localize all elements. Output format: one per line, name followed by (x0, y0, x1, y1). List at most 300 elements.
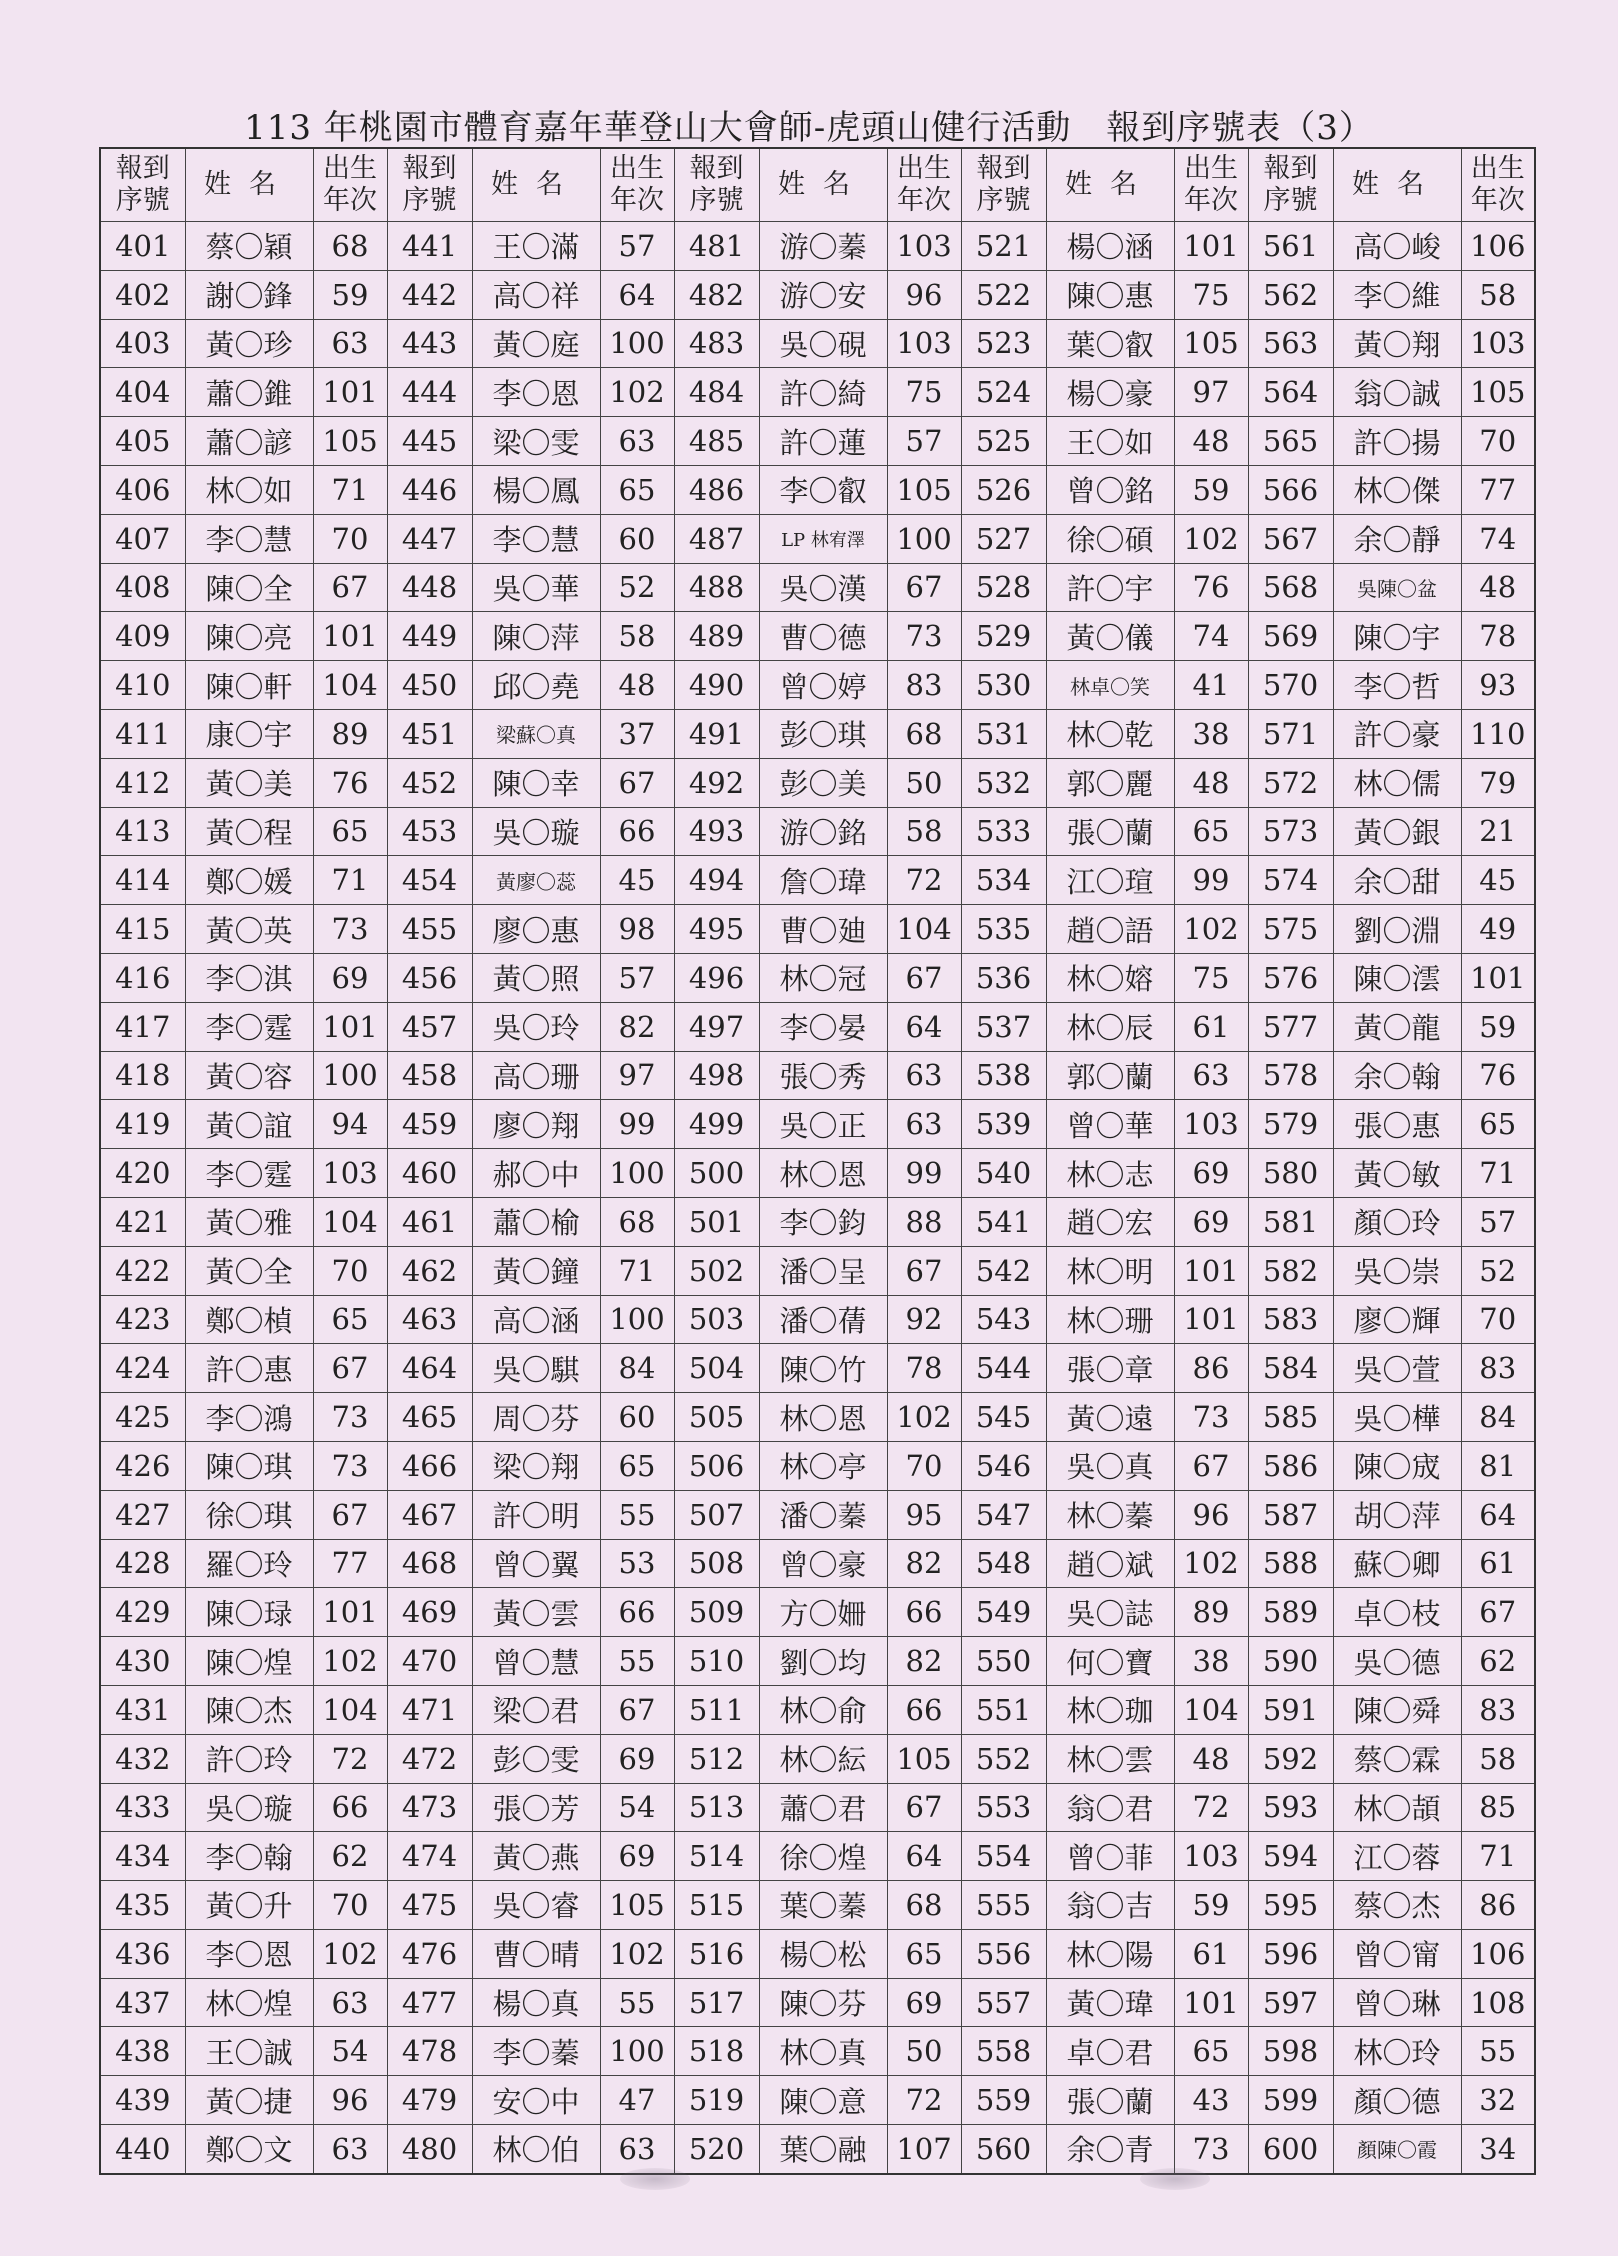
birth-year: 77 (1461, 465, 1535, 514)
participant-name: 潘〇蒨 (759, 1295, 887, 1344)
registration-number: 488 (674, 563, 759, 612)
participant-name: 林〇恩 (759, 1149, 887, 1198)
registration-number: 528 (961, 563, 1046, 612)
registration-number: 454 (387, 856, 472, 905)
registration-number: 512 (674, 1734, 759, 1783)
participant-name: 顏陳〇霞 (1333, 2125, 1461, 2174)
participant-name: 張〇惠 (1333, 1100, 1461, 1149)
participant-name: 梁〇翔 (472, 1441, 600, 1490)
participant-name: 李〇恩 (472, 368, 600, 417)
participant-name: 趙〇斌 (1046, 1539, 1174, 1588)
birth-year: 110 (1461, 709, 1535, 758)
participant-name: 曾〇華 (1046, 1100, 1174, 1149)
registration-number: 408 (100, 563, 185, 612)
birth-year: 105 (1461, 368, 1535, 417)
header-birth-year: 出生 年次 (887, 148, 961, 222)
participant-name: 蕭〇君 (759, 1783, 887, 1832)
participant-name: 彭〇美 (759, 758, 887, 807)
birth-year: 54 (313, 2027, 387, 2076)
birth-year: 63 (313, 1978, 387, 2027)
birth-year: 105 (1174, 319, 1248, 368)
birth-year: 65 (1174, 2027, 1248, 2076)
birth-year: 54 (600, 1783, 674, 1832)
birth-year: 104 (1174, 1685, 1248, 1734)
birth-year: 55 (600, 1978, 674, 2027)
participant-name: 蔡〇穎 (185, 222, 313, 271)
birth-year: 59 (313, 270, 387, 319)
birth-year: 59 (1174, 465, 1248, 514)
birth-year: 58 (887, 807, 961, 856)
birth-year: 63 (887, 1051, 961, 1100)
birth-year: 103 (887, 319, 961, 368)
participant-name: 楊〇豪 (1046, 368, 1174, 417)
birth-year: 48 (1461, 563, 1535, 612)
participant-name: 林卓〇笑 (1046, 661, 1174, 710)
participant-name: 黃〇容 (185, 1051, 313, 1100)
participant-name: 李〇哲 (1333, 661, 1461, 710)
birth-year: 101 (313, 1002, 387, 1051)
table-row (100, 1832, 1535, 1881)
birth-year: 57 (887, 417, 961, 466)
birth-year: 83 (1461, 1685, 1535, 1734)
birth-year: 62 (313, 1832, 387, 1881)
registration-number: 554 (961, 1832, 1046, 1881)
birth-year: 37 (600, 709, 674, 758)
participant-name: 林〇真 (759, 2027, 887, 2076)
birth-year: 99 (887, 1149, 961, 1198)
registration-number: 455 (387, 905, 472, 954)
birth-year: 95 (887, 1490, 961, 1539)
registration-number: 482 (674, 270, 759, 319)
registration-number: 551 (961, 1685, 1046, 1734)
birth-year: 57 (600, 222, 674, 271)
registration-number: 405 (100, 417, 185, 466)
participant-name: 李〇鈞 (759, 1197, 887, 1246)
birth-year: 63 (600, 2125, 674, 2174)
table-row (100, 1637, 1535, 1686)
participant-name: 楊〇松 (759, 1929, 887, 1978)
participant-name: 黃〇照 (472, 953, 600, 1002)
registration-number: 449 (387, 612, 472, 661)
participant-name: 曾〇甯 (1333, 1929, 1461, 1978)
birth-year: 32 (1461, 2076, 1535, 2125)
participant-name: 林〇儒 (1333, 758, 1461, 807)
participant-name: 吳〇騏 (472, 1344, 600, 1393)
registration-number: 537 (961, 1002, 1046, 1051)
birth-year: 73 (313, 1441, 387, 1490)
registration-number: 547 (961, 1490, 1046, 1539)
participant-name: 許〇豪 (1333, 709, 1461, 758)
birth-year: 73 (1174, 1393, 1248, 1442)
registration-number: 513 (674, 1783, 759, 1832)
participant-name: 黃〇全 (185, 1246, 313, 1295)
registration-number: 410 (100, 661, 185, 710)
birth-year: 107 (887, 2125, 961, 2174)
participant-name: 張〇蘭 (1046, 2076, 1174, 2125)
registration-number: 422 (100, 1246, 185, 1295)
table-row (100, 1246, 1535, 1295)
table-row (100, 1100, 1535, 1149)
registration-number: 432 (100, 1734, 185, 1783)
participant-name: 李〇蓁 (472, 2027, 600, 2076)
participant-name: 張〇章 (1046, 1344, 1174, 1393)
participant-name: 吳〇漢 (759, 563, 887, 612)
registration-number: 433 (100, 1783, 185, 1832)
birth-year: 60 (600, 1393, 674, 1442)
participant-name: 蕭〇諺 (185, 417, 313, 466)
header-number: 報到 序號 (961, 148, 1046, 222)
registration-number: 481 (674, 222, 759, 271)
participant-name: 黃〇升 (185, 1881, 313, 1930)
registration-number: 491 (674, 709, 759, 758)
birth-year: 71 (600, 1246, 674, 1295)
birth-year: 47 (600, 2076, 674, 2125)
registration-number: 559 (961, 2076, 1046, 2125)
registration-number: 475 (387, 1881, 472, 1930)
participant-name: 康〇宇 (185, 709, 313, 758)
table-row (100, 2076, 1535, 2125)
participant-name: 周〇芬 (472, 1393, 600, 1442)
birth-year: 67 (1174, 1441, 1248, 1490)
table-row (100, 1881, 1535, 1930)
registration-number: 490 (674, 661, 759, 710)
participant-name: 許〇綺 (759, 368, 887, 417)
participant-name: 黃〇雲 (472, 1588, 600, 1637)
birth-year: 65 (600, 1441, 674, 1490)
registration-number: 572 (1248, 758, 1333, 807)
participant-name: 陳〇琪 (185, 1441, 313, 1490)
registration-number: 600 (1248, 2125, 1333, 2174)
birth-year: 102 (600, 1929, 674, 1978)
table-row (100, 709, 1535, 758)
participant-name: 詹〇瑋 (759, 856, 887, 905)
participant-name: 林〇如 (185, 465, 313, 514)
table-row (100, 1149, 1535, 1198)
header-number: 報到 序號 (100, 148, 185, 222)
registration-number: 459 (387, 1100, 472, 1149)
participant-name: 梁〇君 (472, 1685, 600, 1734)
registration-number: 424 (100, 1344, 185, 1393)
birth-year: 69 (1174, 1149, 1248, 1198)
registration-number: 519 (674, 2076, 759, 2125)
registration-number: 415 (100, 905, 185, 954)
registration-number: 529 (961, 612, 1046, 661)
registration-number: 563 (1248, 319, 1333, 368)
birth-year: 64 (887, 1832, 961, 1881)
birth-year: 82 (887, 1539, 961, 1588)
birth-year: 81 (1461, 1441, 1535, 1490)
registration-number: 520 (674, 2125, 759, 2174)
participant-name: 胡〇萍 (1333, 1490, 1461, 1539)
registration-number: 468 (387, 1539, 472, 1588)
birth-year: 86 (1461, 1881, 1535, 1930)
registration-number: 524 (961, 368, 1046, 417)
birth-year: 105 (887, 465, 961, 514)
participant-name: 劉〇均 (759, 1637, 887, 1686)
participant-name: 黃〇誼 (185, 1100, 313, 1149)
participant-name: 徐〇碩 (1046, 514, 1174, 563)
participant-name: 鄭〇文 (185, 2125, 313, 2174)
registration-number: 594 (1248, 1832, 1333, 1881)
participant-name: 陳〇琭 (185, 1588, 313, 1637)
participant-name: 顏〇德 (1333, 2076, 1461, 2125)
birth-year: 57 (600, 953, 674, 1002)
registration-number: 428 (100, 1539, 185, 1588)
birth-year: 52 (1461, 1246, 1535, 1295)
registration-number: 484 (674, 368, 759, 417)
registration-number: 515 (674, 1881, 759, 1930)
registration-number: 467 (387, 1490, 472, 1539)
participant-name: 高〇峻 (1333, 222, 1461, 271)
registration-number: 412 (100, 758, 185, 807)
birth-year: 74 (1174, 612, 1248, 661)
registration-number: 504 (674, 1344, 759, 1393)
registration-number: 501 (674, 1197, 759, 1246)
birth-year: 99 (1174, 856, 1248, 905)
participant-name: 曾〇翼 (472, 1539, 600, 1588)
table-row (100, 319, 1535, 368)
table-row (100, 1002, 1535, 1051)
registration-number: 549 (961, 1588, 1046, 1637)
registration-number: 474 (387, 1832, 472, 1881)
birth-year: 99 (600, 1100, 674, 1149)
birth-year: 64 (1461, 1490, 1535, 1539)
registration-number: 557 (961, 1978, 1046, 2027)
registration-number: 542 (961, 1246, 1046, 1295)
birth-year: 103 (1174, 1100, 1248, 1149)
birth-year: 48 (1174, 1734, 1248, 1783)
registration-number: 464 (387, 1344, 472, 1393)
table-row (100, 1539, 1535, 1588)
registration-number: 535 (961, 905, 1046, 954)
registration-number: 466 (387, 1441, 472, 1490)
table-row (100, 1588, 1535, 1637)
participant-name: 謝〇鋒 (185, 270, 313, 319)
birth-year: 69 (1174, 1197, 1248, 1246)
registration-number: 521 (961, 222, 1046, 271)
birth-year: 66 (313, 1783, 387, 1832)
birth-year: 70 (1461, 1295, 1535, 1344)
birth-year: 50 (887, 2027, 961, 2076)
birth-year: 58 (1461, 270, 1535, 319)
registration-number: 447 (387, 514, 472, 563)
table-row (100, 758, 1535, 807)
birth-year: 66 (600, 807, 674, 856)
registration-number: 500 (674, 1149, 759, 1198)
registration-number: 564 (1248, 368, 1333, 417)
registration-number: 584 (1248, 1344, 1333, 1393)
participant-name: 吳〇真 (1046, 1441, 1174, 1490)
participant-name: 翁〇君 (1046, 1783, 1174, 1832)
registration-number: 430 (100, 1637, 185, 1686)
registration-number: 477 (387, 1978, 472, 2027)
birth-year: 106 (1461, 1929, 1535, 1978)
birth-year: 100 (600, 1149, 674, 1198)
participant-name: 吳〇華 (472, 563, 600, 612)
birth-year: 73 (887, 612, 961, 661)
birth-year: 58 (1461, 1734, 1535, 1783)
registration-number: 546 (961, 1441, 1046, 1490)
birth-year: 75 (1174, 270, 1248, 319)
participant-name: 高〇祥 (472, 270, 600, 319)
header-name: 姓名 (1333, 148, 1461, 222)
participant-name: 楊〇涵 (1046, 222, 1174, 271)
participant-name: 吳〇正 (759, 1100, 887, 1149)
registration-number: 574 (1248, 856, 1333, 905)
birth-year: 102 (887, 1393, 961, 1442)
registration-number: 553 (961, 1783, 1046, 1832)
participant-name: 黃〇雅 (185, 1197, 313, 1246)
registration-number: 445 (387, 417, 472, 466)
participant-name: 許〇揚 (1333, 417, 1461, 466)
registration-number: 438 (100, 2027, 185, 2076)
registration-number: 577 (1248, 1002, 1333, 1051)
participant-name: 黃〇敏 (1333, 1149, 1461, 1198)
participant-name: 廖〇輝 (1333, 1295, 1461, 1344)
table-row (100, 1295, 1535, 1344)
registration-number: 533 (961, 807, 1046, 856)
registration-number: 417 (100, 1002, 185, 1051)
participant-name: 邱〇堯 (472, 661, 600, 710)
participant-name: 林〇雲 (1046, 1734, 1174, 1783)
registration-number: 469 (387, 1588, 472, 1637)
registration-number: 565 (1248, 417, 1333, 466)
birth-year: 96 (1174, 1490, 1248, 1539)
participant-name: 陳〇惠 (1046, 270, 1174, 319)
birth-year: 66 (887, 1685, 961, 1734)
registration-number: 531 (961, 709, 1046, 758)
registration-number: 458 (387, 1051, 472, 1100)
birth-year: 55 (600, 1637, 674, 1686)
participant-name: 葉〇蓁 (759, 1881, 887, 1930)
birth-year: 96 (887, 270, 961, 319)
registration-number: 578 (1248, 1051, 1333, 1100)
participant-name: 林〇伯 (472, 2125, 600, 2174)
participant-name: 李〇叡 (759, 465, 887, 514)
birth-year: 65 (313, 1295, 387, 1344)
birth-year: 92 (887, 1295, 961, 1344)
registration-number: 588 (1248, 1539, 1333, 1588)
registration-number: 516 (674, 1929, 759, 1978)
birth-year: 104 (313, 1685, 387, 1734)
birth-year: 100 (600, 319, 674, 368)
birth-year: 68 (887, 709, 961, 758)
participant-name: 林〇志 (1046, 1149, 1174, 1198)
participant-name: 徐〇煌 (759, 1832, 887, 1881)
participant-name: 郭〇麗 (1046, 758, 1174, 807)
registration-number: 496 (674, 953, 759, 1002)
participant-name: 游〇安 (759, 270, 887, 319)
registration-number: 486 (674, 465, 759, 514)
table-row (100, 661, 1535, 710)
participant-name: 蔡〇杰 (1333, 1881, 1461, 1930)
participant-name: 陳〇全 (185, 563, 313, 612)
registration-number: 505 (674, 1393, 759, 1442)
registration-number: 568 (1248, 563, 1333, 612)
birth-year: 38 (1174, 1637, 1248, 1686)
registration-table (99, 147, 1536, 2175)
participant-name: 楊〇真 (472, 1978, 600, 2027)
registration-number: 543 (961, 1295, 1046, 1344)
birth-year: 78 (1461, 612, 1535, 661)
birth-year: 70 (313, 1246, 387, 1295)
birth-year: 69 (313, 953, 387, 1002)
birth-year: 55 (1461, 2027, 1535, 2076)
registration-number: 425 (100, 1393, 185, 1442)
registration-number: 576 (1248, 953, 1333, 1002)
birth-year: 63 (887, 1100, 961, 1149)
table-row (100, 270, 1535, 319)
table-row (100, 1441, 1535, 1490)
participant-name: 江〇蓉 (1333, 1832, 1461, 1881)
header-name: 姓名 (759, 148, 887, 222)
participant-name: 黃〇儀 (1046, 612, 1174, 661)
participant-name: 黃〇遠 (1046, 1393, 1174, 1442)
registration-number: 473 (387, 1783, 472, 1832)
registration-number: 518 (674, 2027, 759, 2076)
birth-year: 55 (600, 1490, 674, 1539)
participant-name: 曹〇廸 (759, 905, 887, 954)
registration-number: 411 (100, 709, 185, 758)
participant-name: 曾〇銘 (1046, 465, 1174, 514)
participant-name: 劉〇淵 (1333, 905, 1461, 954)
participant-name: 吳〇硯 (759, 319, 887, 368)
registration-number: 507 (674, 1490, 759, 1539)
birth-year: 83 (887, 661, 961, 710)
table-row (100, 417, 1535, 466)
birth-year: 82 (600, 1002, 674, 1051)
participant-name: 李〇淇 (185, 953, 313, 1002)
registration-number: 517 (674, 1978, 759, 2027)
table-row (100, 807, 1535, 856)
birth-year: 69 (887, 1978, 961, 2027)
table-row (100, 1197, 1535, 1246)
birth-year: 102 (1174, 905, 1248, 954)
registration-number: 502 (674, 1246, 759, 1295)
participant-name: 葉〇叡 (1046, 319, 1174, 368)
birth-year: 48 (1174, 758, 1248, 807)
registration-number: 590 (1248, 1637, 1333, 1686)
participant-name: 李〇翰 (185, 1832, 313, 1881)
birth-year: 70 (887, 1441, 961, 1490)
registration-number: 534 (961, 856, 1046, 905)
registration-number: 566 (1248, 465, 1333, 514)
participant-name: 張〇秀 (759, 1051, 887, 1100)
registration-number: 479 (387, 2076, 472, 2125)
birth-year: 106 (1461, 222, 1535, 271)
birth-year: 69 (600, 1734, 674, 1783)
participant-name: 黃〇珍 (185, 319, 313, 368)
birth-year: 63 (600, 417, 674, 466)
registration-number: 582 (1248, 1246, 1333, 1295)
birth-year: 64 (887, 1002, 961, 1051)
registration-number: 487 (674, 514, 759, 563)
registration-number: 434 (100, 1832, 185, 1881)
birth-year: 101 (313, 368, 387, 417)
birth-year: 68 (887, 1881, 961, 1930)
registration-number: 419 (100, 1100, 185, 1149)
registration-number: 583 (1248, 1295, 1333, 1344)
participant-name: 曹〇德 (759, 612, 887, 661)
participant-name: 林〇嫆 (1046, 953, 1174, 1002)
participant-name: 黃〇燕 (472, 1832, 600, 1881)
participant-name: 高〇涵 (472, 1295, 600, 1344)
table-row (100, 368, 1535, 417)
participant-name: 郝〇中 (472, 1149, 600, 1198)
registration-number: 544 (961, 1344, 1046, 1393)
birth-year: 104 (313, 1197, 387, 1246)
registration-number: 526 (961, 465, 1046, 514)
